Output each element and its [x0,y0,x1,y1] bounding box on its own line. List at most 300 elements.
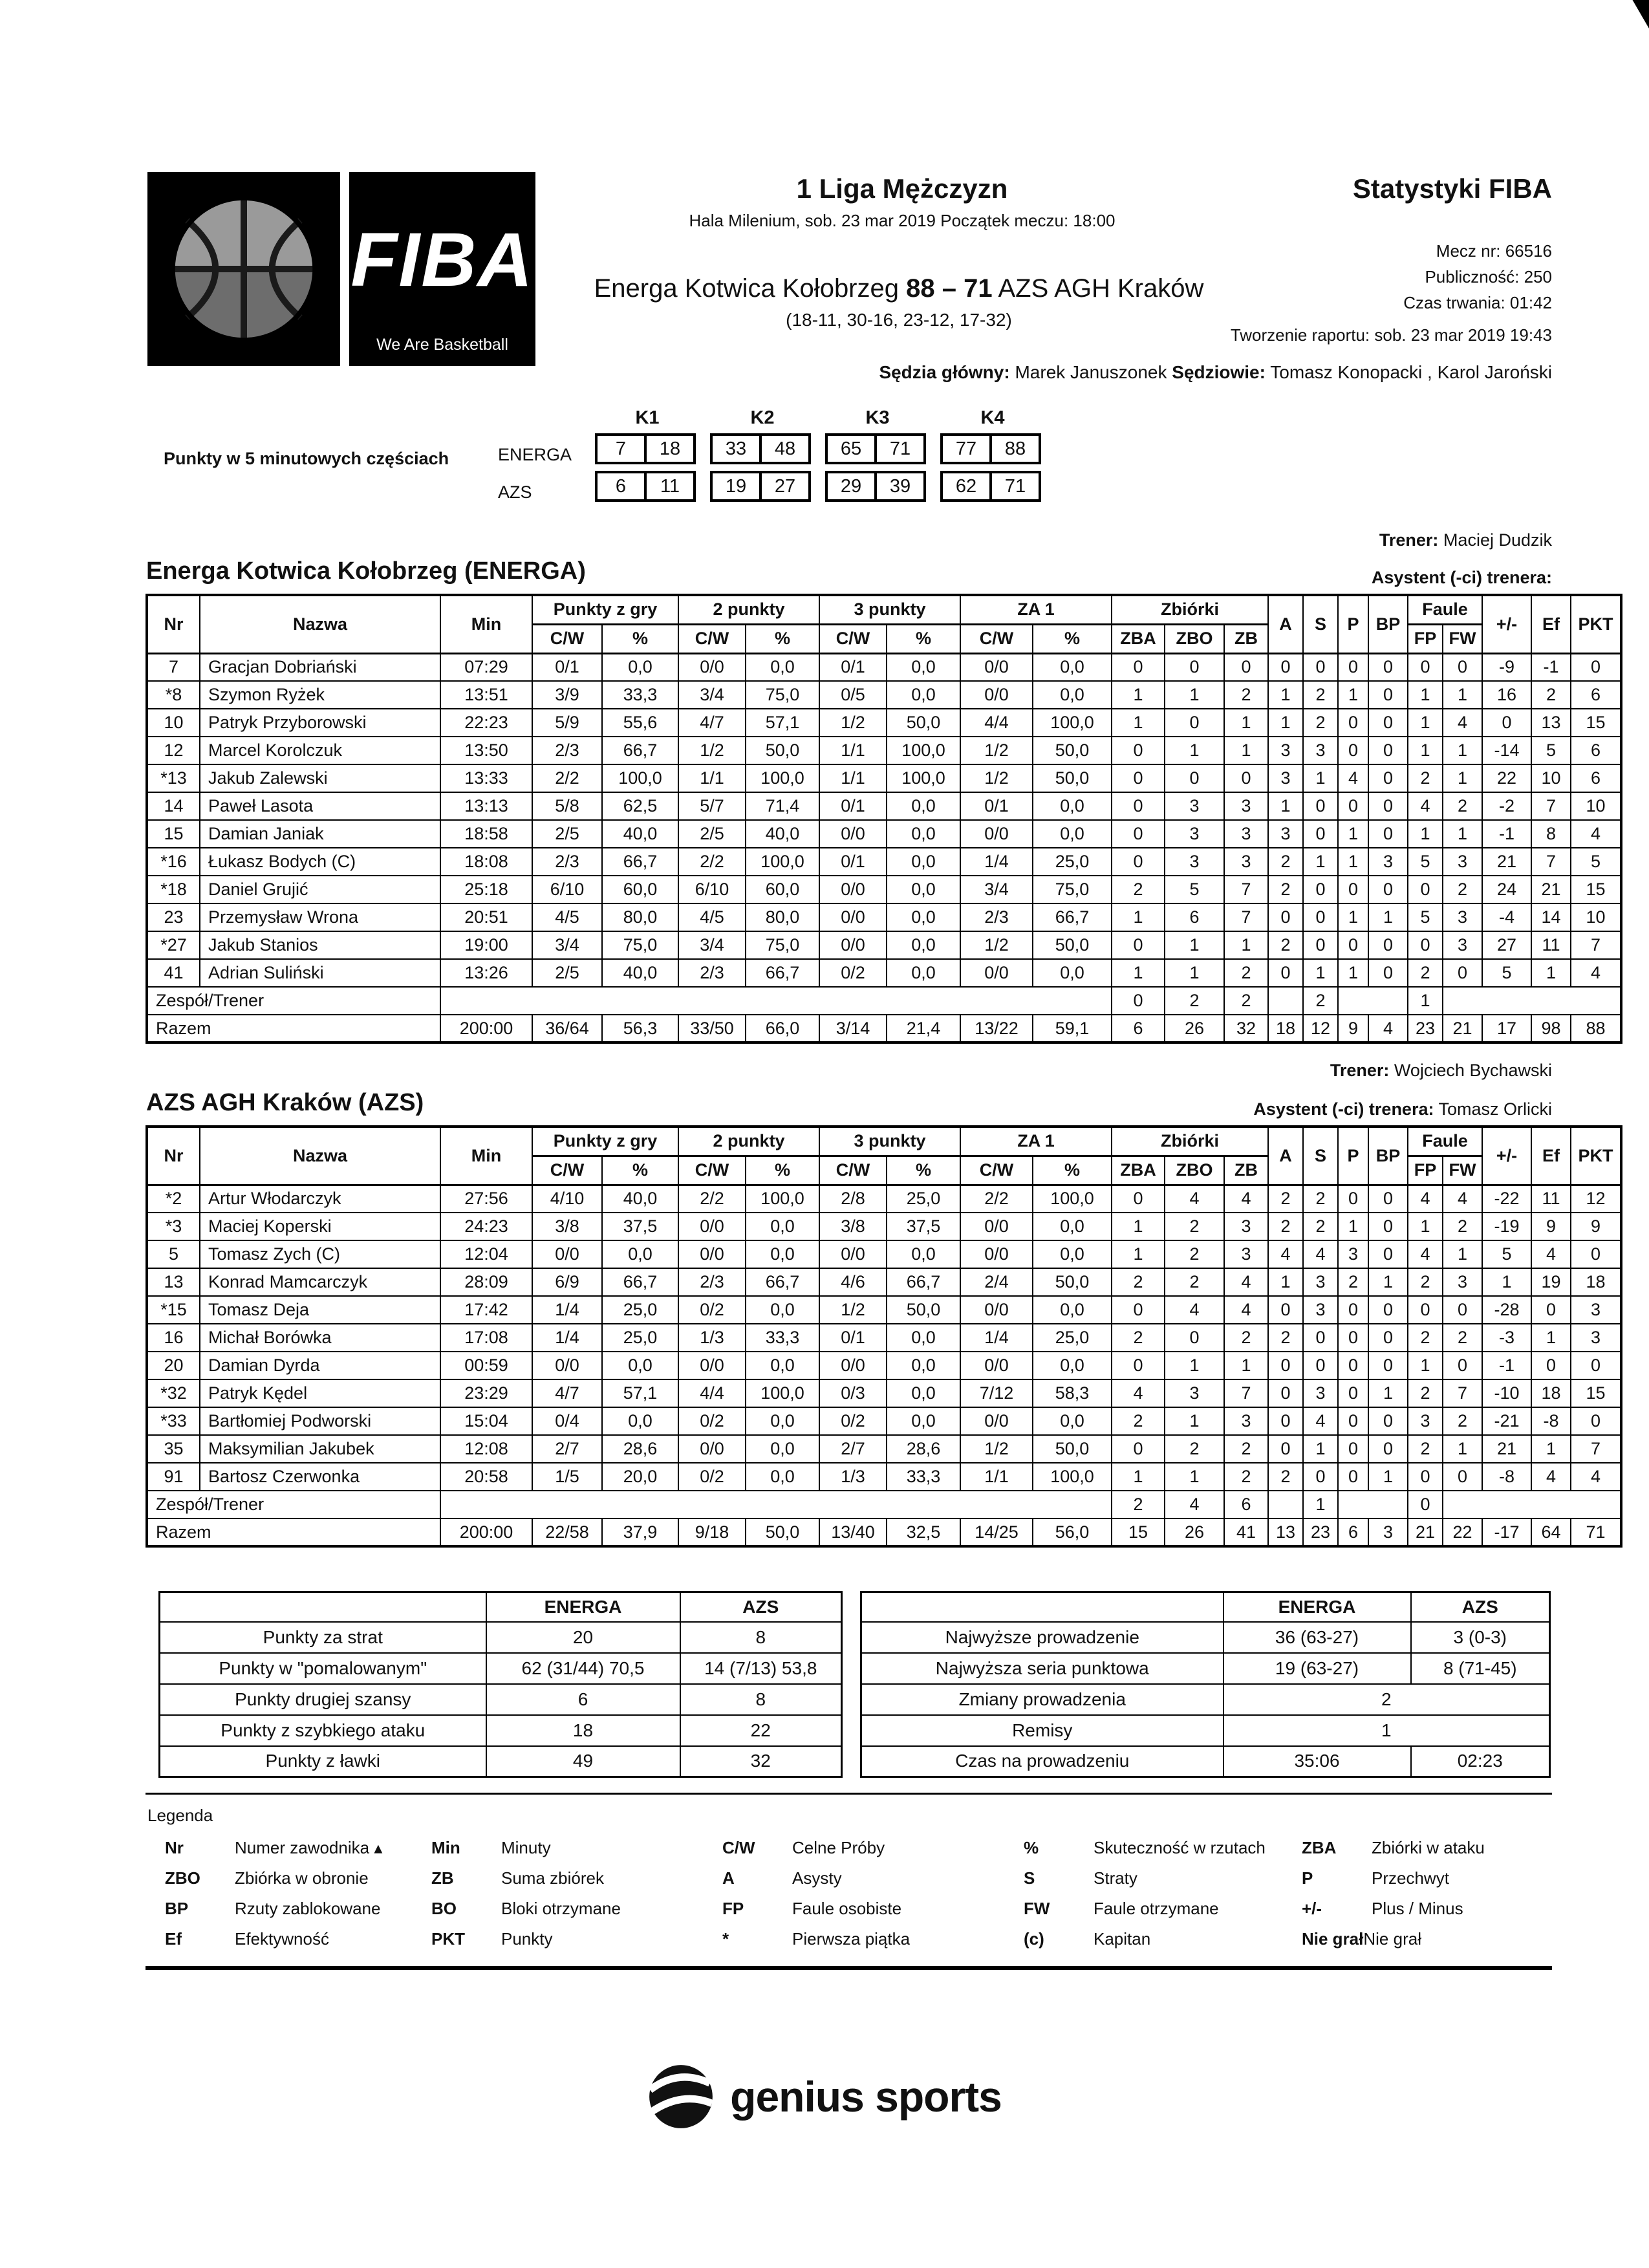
stat-cell: 2 [1268,1324,1303,1352]
stat-cell: 0 [1112,1352,1165,1379]
player-row [147,876,1621,903]
stat-cell: 00:59 [440,1352,532,1379]
cell: Min [440,595,532,653]
cell: Punkty z gry [532,595,678,624]
assistant-name: Tomasz Orlicki [1438,1099,1552,1119]
attendance: Publiczność: 250 [1425,267,1552,286]
table-row [160,1746,842,1777]
stat-cell: 2/8 [819,1185,887,1213]
stat-cell: 0/0 [819,876,887,903]
stat-cell: 12:04 [440,1240,532,1268]
stat-cell: 0,0 [1033,1213,1112,1240]
table-row [861,1653,1550,1684]
stat-cell: 71 [1571,1518,1621,1546]
stat-cell: 21 [1443,1015,1482,1042]
legend-desc: Faule otrzymane [1094,1899,1219,1918]
value-cell: 49 [486,1746,680,1777]
stat-cell: 0,0 [887,848,960,876]
stat-cell: 4 [1338,764,1368,792]
stat-cell: 3 [1268,737,1303,764]
cell: S [1303,1127,1338,1185]
stat-cell: 2 [1165,1240,1224,1268]
stat-cell: 55,6 [602,709,678,737]
stat-cell: 60,0 [602,876,678,903]
stat-cell: 0 [1368,1213,1408,1240]
stat-cell: 50,0 [746,737,819,764]
home-team-title: Energa Kotwica Kołobrzeg (ENERGA) [146,557,586,585]
stat-cell: 0,0 [746,1240,819,1268]
stat-cell: 0 [1368,764,1408,792]
stat-cell: 2 [1165,1268,1224,1296]
stat-cell: 0 [1443,1463,1482,1491]
stat-cell: 71,4 [746,792,819,820]
legend-item [722,1863,1024,1894]
stat-cell: 100,0 [746,848,819,876]
stat-cell: 2 [1303,1213,1338,1240]
cell: 2 punkty [678,595,819,624]
stat-cell: 21 [1408,1518,1443,1546]
legend-desc: Minuty [501,1838,551,1857]
genius-swirl-icon [647,2063,715,2130]
stat-cell: 1/2 [960,931,1033,959]
away-assistant-line [1253,1099,1552,1119]
stat-cell [1338,987,1408,1015]
stat-cell: 28,6 [602,1435,678,1463]
player-row [147,1463,1621,1491]
period-score-cell: 71 [989,471,1041,502]
stat-cell: 0/0 [960,820,1033,848]
stat-cell: 0,0 [746,653,819,681]
stat-cell: 2 [1165,987,1224,1015]
stat-cell: 3 [1224,1240,1268,1268]
stat-cell: 15 [1571,876,1621,903]
stat-cell: 75,0 [746,681,819,709]
stat-cell: 2 [1268,931,1303,959]
stat-cell: 14 [1531,903,1571,931]
stat-cell: 1 [1224,1352,1268,1379]
match-number: Mecz nr: 66516 [1436,241,1552,261]
stat-cell: 1 [1112,1463,1165,1491]
stat-cell: 0/2 [678,1463,746,1491]
stat-cell: 2 [1224,681,1268,709]
stat-cell: 1 [1165,681,1224,709]
legend-desc: Przechwyt [1372,1868,1449,1888]
table-row [861,1746,1550,1777]
stat-cell: 3/9 [532,681,602,709]
period-score-box [595,471,696,502]
period-score-box [710,471,811,502]
stat-cell: 50,0 [746,1518,819,1546]
fiba-logo [147,172,535,366]
legend-desc: Bloki otrzymane [501,1899,621,1918]
stat-cell: 62,5 [602,792,678,820]
stat-cell: 37,5 [602,1213,678,1240]
stat-cell: Paweł Lasota [200,792,440,820]
stat-cell: 1 [1112,681,1165,709]
legend-item [431,1924,722,1954]
stat-cell: 41 [1224,1518,1268,1546]
element [861,1622,1550,1777]
stat-cell: 0 [1443,653,1482,681]
separator-line [146,1793,1552,1795]
cell: Faule [1408,595,1482,624]
stat-cell: 4 [1165,1185,1224,1213]
stat-cell: 0 [1368,1352,1408,1379]
stat-cell: 0/0 [960,1240,1033,1268]
stat-cell: 0,0 [746,1407,819,1435]
stat-cell: 1 [1303,848,1338,876]
stat-cell: 80,0 [746,903,819,931]
cell: Ef [1531,595,1571,653]
legend-abbr: BO [431,1899,457,1918]
player-row [147,709,1621,737]
stat-cell: 4 [1531,1240,1571,1268]
legend-grid [165,1833,1555,1954]
stat-cell: Daniel Grujić [200,876,440,903]
stat-cell: 1/4 [532,1296,602,1324]
cell: ZBA [1112,1156,1165,1185]
legend-desc: Zbiórka w obronie [235,1868,369,1888]
stat-cell: 0/0 [678,1435,746,1463]
stat-cell: 6 [1165,903,1224,931]
stat-cell: 4 [1571,1463,1621,1491]
stat-cell: 0/0 [960,959,1033,987]
stat-cell: *27 [147,931,200,959]
stat-cell: 0,0 [1033,1296,1112,1324]
stat-cell: 1 [1408,987,1443,1015]
assistant-label: Asystent (-ci) trenera: [1253,1099,1434,1119]
stat-cell: 33,3 [746,1324,819,1352]
stat-cell: 0/5 [819,681,887,709]
period-score-cell: 39 [874,471,926,502]
stat-cell: 0 [1443,1296,1482,1324]
stat-cell: 3/8 [532,1213,602,1240]
stat-cell: 4/7 [532,1379,602,1407]
stat-cell: 1/4 [532,1324,602,1352]
stat-cell: 0 [1112,737,1165,764]
stat-cell: 2 [1112,1324,1165,1352]
stat-cell: 23 [1303,1518,1338,1546]
cell: Min [440,1127,532,1185]
stat-cell: 27 [1482,931,1531,959]
stat-cell: 0 [1303,653,1338,681]
stat-cell: 27:56 [440,1185,532,1213]
stat-cell: 0,0 [1033,820,1112,848]
stat-cell: 0 [1268,1407,1303,1435]
period-score-cell: 29 [825,471,877,502]
stat-cell: 4 [1408,1185,1443,1213]
stat-cell: 15 [147,820,200,848]
stat-cell: 13 [1531,709,1571,737]
stat-cell: 0,0 [887,1352,960,1379]
stat-cell: 1 [1165,737,1224,764]
stat-cell: 0,0 [1033,653,1112,681]
stat-cell: 7 [1571,1435,1621,1463]
totals-row [147,1015,1621,1042]
stat-cell: 1/3 [678,1324,746,1352]
stat-cell: 1 [1368,1463,1408,1491]
stat-cell: 50,0 [1033,1268,1112,1296]
stat-cell: 0 [1531,1352,1571,1379]
stat-cell: 56,3 [602,1015,678,1042]
cell [160,1592,486,1622]
legend-title: Legenda [147,1806,213,1825]
legend-item [1302,1924,1555,1954]
stat-cell: 0/1 [819,653,887,681]
stat-cell: 10 [147,709,200,737]
home-team-name: Energa Kotwica Kołobrzeg [594,274,899,303]
stat-cell: 1 [1408,1213,1443,1240]
stat-cell: -10 [1482,1379,1531,1407]
stat-cell: 7 [1224,1379,1268,1407]
stat-cell: 0 [1303,792,1338,820]
cell: BP [1368,1127,1408,1185]
away-team-title: AZS AGH Kraków (AZS) [146,1089,424,1116]
stat-cell: Jakub Zalewski [200,764,440,792]
stat-cell: 50,0 [1033,764,1112,792]
legend-abbr: * [722,1929,729,1949]
stat-cell: 4 [1165,1296,1224,1324]
cell: ZB [1224,1156,1268,1185]
stat-cell: 0/0 [960,1296,1033,1324]
stat-cell: 5/8 [532,792,602,820]
stat-cell: 1 [1165,931,1224,959]
stat-cell: 2 [1531,681,1571,709]
stat-cell: 1 [1443,764,1482,792]
stat-cell: 100,0 [887,764,960,792]
stat-cell: 33,3 [887,1463,960,1491]
stat-cell: 6 [1224,1491,1268,1518]
stat-cell: 37,9 [602,1518,678,1546]
stat-cell: 2 [1165,1213,1224,1240]
stat-cell: 80,0 [602,903,678,931]
player-row [147,848,1621,876]
value-cell: 32 [680,1746,842,1777]
stat-cell: 1 [1408,709,1443,737]
player-row [147,1352,1621,1379]
stat-cell: 33/50 [678,1015,746,1042]
stat-cell: 1/1 [819,764,887,792]
element [160,1622,842,1777]
stat-cell: 2 [1303,1185,1338,1213]
stat-cell: 0,0 [1033,681,1112,709]
stat-cell: 13:33 [440,764,532,792]
home-coach-line [1379,530,1552,550]
stat-cell: 0 [1338,931,1368,959]
stat-cell: 6/10 [678,876,746,903]
player-row [147,1435,1621,1463]
cell: +/- [1482,1127,1531,1185]
stat-cell: 1 [1338,1213,1368,1240]
period-score-cell: 71 [874,433,926,464]
stat-cell: 7 [1571,931,1621,959]
player-row [147,1407,1621,1435]
stat-cell: 0 [1112,931,1165,959]
stat-cell: 0 [1268,1352,1303,1379]
player-row [147,1324,1621,1352]
cell: PKT [1571,1127,1621,1185]
legend-desc: Numer zawodnika ▴ [235,1838,383,1857]
stat-cell [1338,1491,1408,1518]
stat-cell: 15 [1571,709,1621,737]
stat-cell: 2 [1268,1463,1303,1491]
stat-cell: 1 [1338,903,1368,931]
stat-cell: 11 [1531,1185,1571,1213]
period-score-cell: 6 [595,471,647,502]
stat-cell: 0/2 [819,1407,887,1435]
stat-cell: 3/14 [819,1015,887,1042]
stat-cell: 1/3 [819,1463,887,1491]
legend-item [165,1833,431,1863]
chief-referee: Marek Januszonek [1015,362,1167,382]
legend-item [1024,1863,1302,1894]
stat-cell: 2 [1224,987,1268,1015]
legend-abbr: Nr [165,1838,184,1857]
stat-cell: *33 [147,1407,200,1435]
cell: Punkty z gry [532,1127,678,1156]
stat-cell: 1 [1408,820,1443,848]
legend-abbr: FW [1024,1899,1050,1918]
stat-cell: 5/7 [678,792,746,820]
stat-cell: 26 [1165,1518,1224,1546]
stat-cell: 0,0 [887,1379,960,1407]
period-score-cell: 62 [940,471,992,502]
element [861,1592,1550,1622]
stat-cell: 6 [1112,1015,1165,1042]
legend-abbr: +/- [1302,1899,1322,1918]
stat-cell: 1 [1368,1379,1408,1407]
row-label: Punkty drugiej szansy [160,1684,486,1715]
stat-cell: 100,0 [1033,709,1112,737]
stat-cell: 4 [1571,820,1621,848]
stat-cell: 0 [1165,709,1224,737]
stat-cell: 21 [1531,876,1571,903]
stat-cell: 23 [1408,1015,1443,1042]
stat-cell: 25,0 [1033,1324,1112,1352]
stat-cell: 1/1 [678,764,746,792]
stat-cell: 2 [1443,1324,1482,1352]
value-cell: 02:23 [1411,1746,1550,1777]
legend-desc: Celne Próby [792,1838,885,1857]
cell: Ef [1531,1127,1571,1185]
stat-cell: 0 [1165,1324,1224,1352]
stat-cell: *16 [147,848,200,876]
player-row [147,1296,1621,1324]
stat-cell: Tomasz Zych (C) [200,1240,440,1268]
stat-cell: 0,0 [746,1463,819,1491]
stat-cell: 17 [1482,1015,1531,1042]
legend-abbr: A [722,1868,735,1888]
legend-item [1302,1833,1555,1863]
legend-desc: Pierwsza piątka [792,1929,911,1949]
legend-abbr: Nie grał [1302,1929,1364,1949]
legend-item [431,1863,722,1894]
stat-cell: 59,1 [1033,1015,1112,1042]
stat-cell: 0,0 [746,1296,819,1324]
stat-cell: 0 [1224,653,1268,681]
cell: P [1338,595,1368,653]
stat-cell: 0 [1338,737,1368,764]
stat-cell: 40,0 [602,1185,678,1213]
stat-cell: 50,0 [1033,1435,1112,1463]
stat-cell: 15 [1571,1379,1621,1407]
stat-cell: 13 [1268,1518,1303,1546]
cell: BP [1368,595,1408,653]
stat-cell: 0 [1443,959,1482,987]
stat-cell: 1 [1303,959,1338,987]
stat-cell: 0,0 [1033,1240,1112,1268]
stat-cell: 16 [147,1324,200,1352]
cell: C/W [960,624,1033,653]
cell: Nr [147,1127,200,1185]
stat-cell: 0/0 [678,1213,746,1240]
stat-cell: 98 [1531,1015,1571,1042]
stat-cell: 26 [1165,1015,1224,1042]
stat-cell: 1/4 [960,1324,1033,1352]
stat-cell: 0 [1368,653,1408,681]
stat-cell: 2 [1112,1268,1165,1296]
cell: % [1033,1156,1112,1185]
stat-cell: 21 [1482,848,1531,876]
stat-cell: 75,0 [746,931,819,959]
stat-cell: 12 [1571,1185,1621,1213]
stat-cell: 40,0 [602,959,678,987]
stat-cell: Maciej Koperski [200,1213,440,1240]
cell: C/W [960,1156,1033,1185]
stat-cell: -1 [1482,820,1531,848]
team-col-header: ENERGA [486,1592,680,1622]
stat-cell: 32,5 [887,1518,960,1546]
legend-item [722,1833,1024,1863]
stat-cell: 7 [1531,848,1571,876]
stat-cell: 0/0 [960,1352,1033,1379]
stat-cell: *32 [147,1379,200,1407]
stat-cell: 0,0 [746,1435,819,1463]
stat-cell: 0 [1112,1435,1165,1463]
stat-cell: 5 [147,1240,200,1268]
stat-cell: 6 [1571,737,1621,764]
value-cell: 8 [680,1684,842,1715]
stat-cell: 1 [1165,1352,1224,1379]
stat-cell: 1/2 [960,737,1033,764]
stat-cell: 60,0 [746,876,819,903]
stat-cell: 2 [1443,876,1482,903]
stat-cell: 0 [1112,987,1165,1015]
stat-cell: -8 [1482,1463,1531,1491]
cell: ZA 1 [960,1127,1112,1156]
stat-cell: 9 [1338,1015,1368,1042]
stat-cell: 58,3 [1033,1379,1112,1407]
stat-cell: 6/9 [532,1268,602,1296]
cell: C/W [532,1156,602,1185]
stat-cell: 0 [1368,1296,1408,1324]
cell: C/W [819,624,887,653]
stat-cell: 1/5 [532,1463,602,1491]
cell: S [1303,595,1338,653]
stat-cell: 1 [1443,820,1482,848]
stat-cell: 1 [1268,709,1303,737]
legend-desc: Plus / Minus [1372,1899,1463,1918]
legend-desc: Efektywność [235,1929,329,1949]
value-cell: 19 (63-27) [1223,1653,1411,1684]
stat-cell: 0,0 [887,931,960,959]
cell: A [1268,1127,1303,1185]
legend-abbr: P [1302,1868,1313,1888]
stat-cell: 0 [1368,959,1408,987]
stat-cell: 10 [1571,903,1621,931]
stat-cell: 2 [1408,1324,1443,1352]
period-score-cell: 19 [710,471,762,502]
